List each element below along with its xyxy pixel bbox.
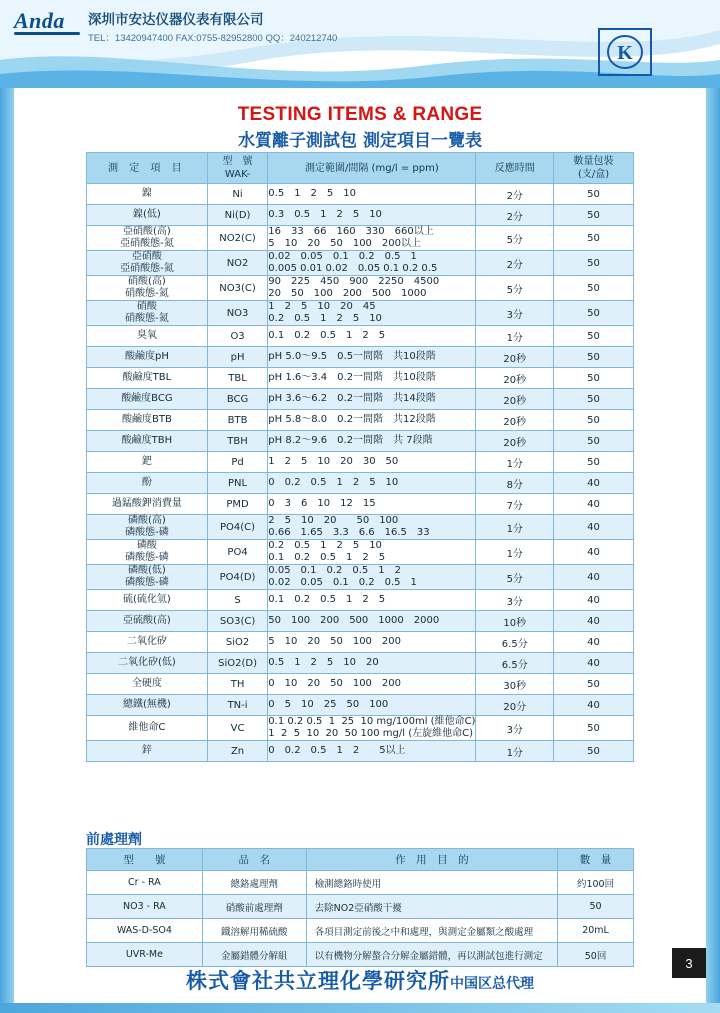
cell-pack: 50 [554,410,634,431]
table-row [87,347,634,368]
cell-range: 5 10 20 50 100 200 [268,632,476,653]
right-decorative-bar [706,88,720,1013]
cell-item: 酸鹼度TBH [87,431,208,452]
cell-pack: 40 [554,540,634,565]
table-header-row [87,153,634,184]
cell-range: 2 5 10 20 50 100 0.66 1.65 3.3 6.6 16.5 33 [268,515,476,540]
page-footer [0,965,720,995]
table-row [87,540,634,565]
cell-time: 30秒 [476,674,554,695]
cell-range: 90 225 450 900 2250 4500 20 50 100 200 500 1000 [268,276,476,301]
table-row [87,301,634,326]
cell-model: Ni(D) [207,205,267,226]
svg-text:K: K [617,42,633,64]
cell-time: 20分 [476,695,554,716]
pretreatment-row [87,919,634,943]
table-row [87,184,634,205]
cell-pack: 40 [554,632,634,653]
table-row [87,515,634,540]
cell-pack: 50 [554,431,634,452]
table-row [87,611,634,632]
cell-time: 1分 [476,326,554,347]
cell-time: 7分 [476,494,554,515]
table-row [87,473,634,494]
cell-model: Zn [207,741,267,762]
cell-pre-qty: 約100回 [558,871,634,895]
cell-item: 總鐵(無機) [87,695,208,716]
logo-wordmark: Anda [14,8,65,33]
cell-pre-purpose: 以有機物分解螯合分解金屬錯體，再以測試包進行測定 [306,943,557,967]
cell-range: 0 0.2 0.5 1 2 5以上 [268,741,476,762]
cell-pack: 50 [554,347,634,368]
cell-range: pH 5.8～8.0 0.2一間階 共12段階 [268,410,476,431]
cell-pre-model: NO3 - RA [87,895,203,919]
footer-company-jp: 株式會社共立理化學研究所 [186,968,450,993]
cell-model: NO2(C) [207,226,267,251]
cell-model: TBL [207,368,267,389]
cell-time: 2分 [476,184,554,205]
table-row [87,251,634,276]
cell-model: VC [207,716,267,741]
cell-item: 鎳 [87,184,208,205]
pretreatment-header-row [87,849,634,871]
cell-time: 10秒 [476,611,554,632]
cell-pack: 50 [554,301,634,326]
cell-pack: 50 [554,674,634,695]
cell-range: 0.05 0.1 0.2 0.5 1 2 0.02 0.05 0.1 0.2 0.5 1 [268,565,476,590]
cell-model: PNL [207,473,267,494]
cell-model: TH [207,674,267,695]
table-row [87,431,634,452]
kyoritsu-k-logo-icon [598,28,652,76]
pretreatment-table [86,848,634,967]
cell-pre-product: 金屬錯體分解組 [202,943,306,967]
cell-range: 0 3 6 10 12 15 [268,494,476,515]
table-row [87,695,634,716]
cell-item: 硝酸(高) 硝酸態-氮 [87,276,208,301]
header-item [87,153,208,184]
cell-time: 6.5分 [476,653,554,674]
pretreatment-row [87,943,634,967]
cell-time: 3分 [476,716,554,741]
cell-time: 2分 [476,251,554,276]
cell-pre-model: Cr - RA [87,871,203,895]
company-logo [14,8,84,38]
table-row [87,632,634,653]
cell-model: S [207,590,267,611]
header-pack-line2: (支/盒) [577,169,610,180]
cell-item: 臭氧 [87,326,208,347]
cell-model: TN-i [207,695,267,716]
cell-pack: 50 [554,276,634,301]
cell-range: 0.5 1 2 5 10 [268,184,476,205]
cell-model: O3 [207,326,267,347]
table-row [87,205,634,226]
cell-model: Pd [207,452,267,473]
cell-item: 二氧化矽 [87,632,208,653]
cell-pre-model: UVR-Me [87,943,203,967]
cell-range: 1 2 5 10 20 30 50 [268,452,476,473]
cell-model: PO4(C) [207,515,267,540]
cell-pack: 50 [554,368,634,389]
title-chinese: 水質離子測試包 測定項目一覽表 [238,131,482,151]
cell-time: 1分 [476,452,554,473]
cell-model: NO3 [207,301,267,326]
cell-pack: 40 [554,473,634,494]
cell-item: 過錳酸鉀消費量 [87,494,208,515]
cell-time: 8分 [476,473,554,494]
header-item-label: 測 定 項 目 [108,162,186,174]
cell-model: SiO2(D) [207,653,267,674]
cell-pre-product: 鐵溶解用稀硫酸 [202,919,306,943]
cell-time: 1分 [476,741,554,762]
cell-model: NO2 [207,251,267,276]
header-time: 反應時間 [476,153,554,184]
cell-model: PO4(D) [207,565,267,590]
cell-pre-qty: 20mL [558,919,634,943]
cell-pack: 40 [554,515,634,540]
cell-range: 0.5 1 2 5 10 20 [268,653,476,674]
cell-range: 0.1 0.2 0.5 1 2 5 [268,326,476,347]
cell-pre-qty: 50回 [558,943,634,967]
pre-header-model: 型 號 [87,849,203,871]
cell-pack: 40 [554,494,634,515]
cell-pack: 50 [554,205,634,226]
cell-range: 0 5 10 25 50 100 [268,695,476,716]
cell-time: 20秒 [476,368,554,389]
cell-model: SiO2 [207,632,267,653]
page-number: 3 [672,948,706,978]
cell-pack: 40 [554,611,634,632]
cell-item: 硝酸 硝酸態-氮 [87,301,208,326]
cell-pre-model: WAS-D-SO4 [87,919,203,943]
cell-time: 1分 [476,515,554,540]
table-row [87,276,634,301]
cell-model: PO4 [207,540,267,565]
cell-time: 20秒 [476,431,554,452]
table-row [87,653,634,674]
cell-model: BCG [207,389,267,410]
cell-item: 酸鹼度TBL [87,368,208,389]
cell-item: 全硬度 [87,674,208,695]
cell-item: 亞硫酸(高) [87,611,208,632]
table-row [87,226,634,251]
cell-pack: 50 [554,184,634,205]
cell-item: 二氧化矽(低) [87,653,208,674]
cell-time: 20秒 [476,347,554,368]
header-range: 測定範圍/間隔 (mg/l = ppm) [268,153,476,184]
cell-time: 5分 [476,226,554,251]
cell-pack: 50 [554,226,634,251]
cell-model: BTB [207,410,267,431]
cell-pack: 50 [554,389,634,410]
cell-model: TBH [207,431,267,452]
company-name: 深圳市安达仪器仪表有限公司 [88,12,264,28]
table-row [87,716,634,741]
cell-item: 維他命C [87,716,208,741]
cell-range: 0.2 0.5 1 2 5 10 0.1 0.2 0.5 1 2 5 [268,540,476,565]
cell-pack: 50 [554,251,634,276]
header-pack-line1: 數量包裝 [573,156,614,167]
header-model-line1: 型 號 [222,156,253,167]
header-model-line2: WAK- [224,169,251,180]
table-row [87,326,634,347]
pre-header-purpose: 作 用 目 的 [306,849,557,871]
cell-time: 6.5分 [476,632,554,653]
header-pack [554,153,634,184]
cell-time: 3分 [476,301,554,326]
cell-pre-purpose: 檢測總鉻時使用 [306,871,557,895]
cell-item: 磷酸(高) 磷酸態-磷 [87,515,208,540]
cell-range: pH 5.0～9.5 0.5一間階 共10段階 [268,347,476,368]
cell-pre-product: 總鉻處理劑 [202,871,306,895]
cell-model: PMD [207,494,267,515]
cell-pack: 40 [554,590,634,611]
cell-time: 1分 [476,540,554,565]
table-row [87,410,634,431]
cell-pre-qty: 50 [558,895,634,919]
cell-pack: 40 [554,653,634,674]
table-row [87,389,634,410]
footer-agent-cn: 中国区总代理 [450,976,534,992]
page-header [0,0,720,88]
table-row [87,674,634,695]
table-row [87,494,634,515]
table-row [87,565,634,590]
cell-pre-purpose: 去除NO2亞硝酸干擾 [306,895,557,919]
cell-model: pH [207,347,267,368]
pre-header-qty: 數 量 [558,849,634,871]
bottom-decorative-bar [0,1003,720,1013]
cell-pack: 40 [554,565,634,590]
cell-item: 酸鹼度BTB [87,410,208,431]
table-row [87,452,634,473]
cell-pre-product: 硝酸前處理劑 [202,895,306,919]
pretreatment-section-title: 前處理劑 [86,832,142,848]
cell-pack: 50 [554,741,634,762]
cell-pack: 40 [554,695,634,716]
pretreatment-row [87,895,634,919]
cell-range: pH 3.6～6.2 0.2一間階 共14段階 [268,389,476,410]
left-decorative-bar [0,88,14,1013]
cell-time: 5分 [476,276,554,301]
cell-item: 亞硝酸(高) 亞硝酸態-氮 [87,226,208,251]
cell-item: 硫(硫化氫) [87,590,208,611]
cell-pack: 50 [554,452,634,473]
pre-header-product: 品 名 [202,849,306,871]
header-model [207,153,267,184]
cell-item: 酸鹼度pH [87,347,208,368]
testing-items-table [86,152,634,762]
cell-range: 0 10 20 50 100 200 [268,674,476,695]
pretreatment-row [87,871,634,895]
cell-pre-purpose: 各項目測定前後之中和處理，與測定金屬類之酸處理 [306,919,557,943]
table-row [87,368,634,389]
cell-range: pH 8.2～9.6 0.2一間階 共 7段階 [268,431,476,452]
cell-item: 酸鹼度BCG [87,389,208,410]
cell-range: 0.1 0.2 0.5 1 25 10 mg/100ml (維他命C) 1 2 5 10 20 50 100 mg/l (左旋維他命C) [268,716,476,739]
cell-range: 0.02 0.05 0.1 0.2 0.5 1 0.005 0.01 0.02 0.05 0.1 0.2 0.5 [268,251,476,276]
cell-model: Ni [207,184,267,205]
cell-time: 20秒 [476,410,554,431]
cell-time: 5分 [476,565,554,590]
cell-item: 鋅 [87,741,208,762]
cell-pack: 50 [554,326,634,347]
cell-range: 50 100 200 500 1000 2000 [268,611,476,632]
cell-item: 鎳(低) [87,205,208,226]
cell-time: 3分 [476,590,554,611]
cell-range: 0.1 0.2 0.5 1 2 5 [268,590,476,611]
title-english: TESTING ITEMS & RANGE [237,104,483,125]
cell-item: 磷酸 磷酸態-磷 [87,540,208,565]
cell-range: 0 0.2 0.5 1 2 5 10 [268,473,476,494]
cell-pack: 50 [554,716,634,741]
table-row [87,590,634,611]
cell-model: NO3(C) [207,276,267,301]
cell-range: 1 2 5 10 20 45 0.2 0.5 1 2 5 10 [268,301,476,326]
cell-range: 16 33 66 160 330 660以上 5 10 20 50 100 200以上 [268,226,476,251]
cell-item: 亞硝酸 亞硝酸態-氮 [87,251,208,276]
cell-model: SO3(C) [207,611,267,632]
table-row [87,741,634,762]
cell-range: pH 1.6～3.4 0.2一間階 共10段階 [268,368,476,389]
cell-item: 鈀 [87,452,208,473]
company-contact: TEL：13420947400 FAX:0755-82952800 QQ：240212740 [88,33,338,44]
cell-time: 2分 [476,205,554,226]
cell-item: 酚 [87,473,208,494]
cell-item: 磷酸(低) 磷酸態-磷 [87,565,208,590]
cell-range: 0.3 0.5 1 2 5 10 [268,205,476,226]
cell-time: 20秒 [476,389,554,410]
